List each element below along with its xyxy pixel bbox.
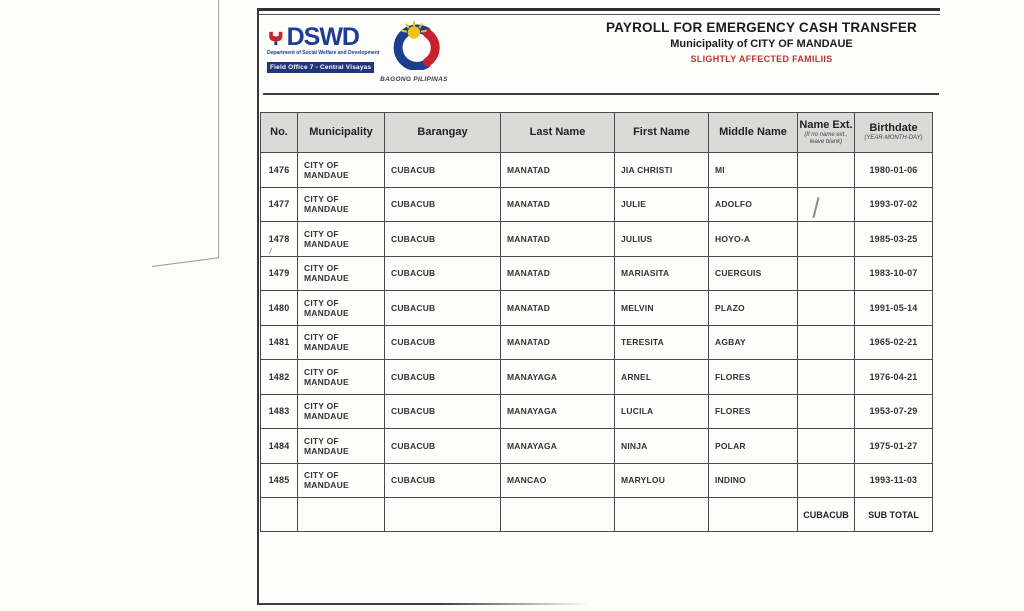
subtotal-label-cell: SUB TOTAL <box>855 498 933 532</box>
category-line: SLIGHTLY AFFECTED FAMILIIS <box>690 54 833 64</box>
cell-no: 1484 <box>261 429 298 464</box>
header-divider-rule <box>263 93 939 95</box>
cell-municipality: CITY OF MANDAUE <box>298 187 385 222</box>
cell-no: 1479 <box>261 256 298 291</box>
cell-municipality: CITY OF MANDAUE <box>298 256 385 291</box>
cell-name-ext <box>798 153 855 188</box>
cell-name-ext <box>798 256 855 291</box>
cell-name-ext <box>798 187 855 222</box>
cell-middle-name: FLORES <box>709 394 798 429</box>
table-row <box>261 256 933 291</box>
page-top-inner-rule <box>259 14 940 15</box>
cell-municipality: CITY OF MANDAUE <box>298 222 385 257</box>
cell-barangay: CUBACUB <box>385 429 501 464</box>
table-row <box>261 360 933 395</box>
cell-last-name: MANAYAGA <box>501 394 615 429</box>
empty-cell <box>615 498 709 532</box>
cell-no: 1480 <box>261 291 298 326</box>
cell-first-name: MARYLOU <box>615 463 709 498</box>
col-header-birthdate: Birthdate (YEAR-MONTH-DAY) <box>855 113 933 153</box>
col-header-last-name: Last Name <box>501 113 615 153</box>
cell-no: 1481 <box>261 325 298 360</box>
table-row <box>261 153 933 188</box>
scan-edge-artifact-vertical <box>218 0 219 258</box>
cell-barangay: CUBACUB <box>385 463 501 498</box>
cell-first-name: JIA CHRISTI <box>615 153 709 188</box>
payroll-table-header <box>261 113 933 153</box>
empty-cell <box>501 498 615 532</box>
table-row <box>261 187 933 222</box>
cell-birthdate: 1993-11-03 <box>855 463 933 498</box>
cell-municipality: CITY OF MANDAUE <box>298 394 385 429</box>
bagong-pilipinas-logo <box>377 20 451 83</box>
cell-no: 1478 <box>261 222 298 257</box>
empty-cell <box>261 498 298 532</box>
cell-birthdate: 1985-03-25 <box>855 222 933 257</box>
table-row <box>261 463 933 498</box>
cell-middle-name: ADOLFO <box>709 187 798 222</box>
cell-no: 1482 <box>261 360 298 395</box>
cell-middle-name: INDINO <box>709 463 798 498</box>
col-header-name-ext: Name Ext. (If no name ext., leave blank) <box>798 113 855 153</box>
cell-name-ext <box>798 325 855 360</box>
payroll-table-body <box>261 153 933 498</box>
cell-birthdate: 1991-05-14 <box>855 291 933 326</box>
cell-last-name: MANATAD <box>501 291 615 326</box>
subtotal-row <box>261 498 933 532</box>
page-bottom-border <box>259 603 589 606</box>
cell-no: 1476 <box>261 153 298 188</box>
cell-first-name: MARIASITA <box>615 256 709 291</box>
cell-no: 1477 <box>261 187 298 222</box>
scan-edge-artifact-diagonal <box>152 257 220 267</box>
dswd-field-office-badge: Field Office 7 - Central Visayas <box>267 62 374 73</box>
cell-middle-name: POLAR <box>709 429 798 464</box>
cell-birthdate: 1975-01-27 <box>855 429 933 464</box>
table-row <box>261 291 933 326</box>
cell-first-name: JULIUS <box>615 222 709 257</box>
cell-name-ext <box>798 463 855 498</box>
cell-first-name: TERESITA <box>615 325 709 360</box>
cell-barangay: CUBACUB <box>385 360 501 395</box>
empty-cell <box>709 498 798 532</box>
cell-last-name: MANATAD <box>501 222 615 257</box>
cell-name-ext <box>798 394 855 429</box>
bagong-pilipinas-caption: BAGONG PILIPINAS <box>380 76 448 83</box>
cell-middle-name: AGBAY <box>709 325 798 360</box>
col-header-barangay: Barangay <box>385 113 501 153</box>
cell-no: 1483 <box>261 394 298 429</box>
cell-last-name: MANAYAGA <box>501 360 615 395</box>
cell-middle-name: CUERGUIS <box>709 256 798 291</box>
cell-birthdate: 1993-07-02 <box>855 187 933 222</box>
payroll-table <box>260 112 933 532</box>
subtotal-barangay-cell: CUBACUB <box>798 498 855 532</box>
table-row <box>261 429 933 464</box>
cell-municipality: CITY OF MANDAUE <box>298 291 385 326</box>
cell-last-name: MANATAD <box>501 325 615 360</box>
col-header-first-name: First Name <box>615 113 709 153</box>
bagong-pilipinas-icon <box>385 20 443 70</box>
col-header-no: No. <box>261 113 298 153</box>
col-header-middle-name: Middle Name <box>709 113 798 153</box>
document-page <box>257 8 940 605</box>
cell-first-name: ARNEL <box>615 360 709 395</box>
dswd-logo <box>267 23 380 74</box>
col-header-municipality: Municipality <box>298 113 385 153</box>
cell-name-ext <box>798 222 855 257</box>
table-row <box>261 394 933 429</box>
table-row <box>261 222 933 257</box>
cell-first-name: NINJA <box>615 429 709 464</box>
cell-middle-name: FLORES <box>709 360 798 395</box>
empty-cell <box>298 498 385 532</box>
dswd-acronym: DSWD <box>286 23 359 51</box>
cell-birthdate: 1983-10-07 <box>855 256 933 291</box>
table-row <box>261 325 933 360</box>
cell-municipality: CITY OF MANDAUE <box>298 463 385 498</box>
document-titles <box>589 20 934 64</box>
cell-municipality: CITY OF MANDAUE <box>298 325 385 360</box>
cell-last-name: MANAYAGA <box>501 429 615 464</box>
cell-barangay: CUBACUB <box>385 394 501 429</box>
empty-cell <box>385 498 501 532</box>
dswd-emblem-icon <box>267 28 285 49</box>
cell-barangay: CUBACUB <box>385 153 501 188</box>
cell-middle-name: MI <box>709 153 798 188</box>
cell-municipality: CITY OF MANDAUE <box>298 153 385 188</box>
cell-middle-name: PLAZO <box>709 291 798 326</box>
cell-middle-name: HOYO-A <box>709 222 798 257</box>
cell-barangay: CUBACUB <box>385 187 501 222</box>
cell-birthdate: 1980-01-06 <box>855 153 933 188</box>
cell-last-name: MANATAD <box>501 256 615 291</box>
municipality-line: Municipality of CITY OF MANDAUE <box>670 38 853 50</box>
cell-first-name: MELVIN <box>615 291 709 326</box>
cell-municipality: CITY OF MANDAUE <box>298 429 385 464</box>
cell-last-name: MANATAD <box>501 187 615 222</box>
cell-name-ext <box>798 429 855 464</box>
cell-barangay: CUBACUB <box>385 222 501 257</box>
cell-name-ext <box>798 360 855 395</box>
cell-last-name: MANATAD <box>501 153 615 188</box>
cell-barangay: CUBACUB <box>385 291 501 326</box>
cell-barangay: CUBACUB <box>385 325 501 360</box>
cell-first-name: JULIE <box>615 187 709 222</box>
cell-birthdate: 1953-07-29 <box>855 394 933 429</box>
cell-last-name: MANCAO <box>501 463 615 498</box>
cell-name-ext <box>798 291 855 326</box>
cell-barangay: CUBACUB <box>385 256 501 291</box>
dswd-department-line: Department of Social Welfare and Development <box>267 49 380 56</box>
cell-first-name: LUCILA <box>615 394 709 429</box>
cell-birthdate: 1976-04-21 <box>855 360 933 395</box>
cell-no: 1485 <box>261 463 298 498</box>
cell-municipality: CITY OF MANDAUE <box>298 360 385 395</box>
payroll-table-footer <box>261 498 933 532</box>
page-title: PAYROLL FOR EMERGENCY CASH TRANSFER <box>605 20 918 35</box>
cell-birthdate: 1965-02-21 <box>855 325 933 360</box>
page-top-border <box>259 8 940 11</box>
